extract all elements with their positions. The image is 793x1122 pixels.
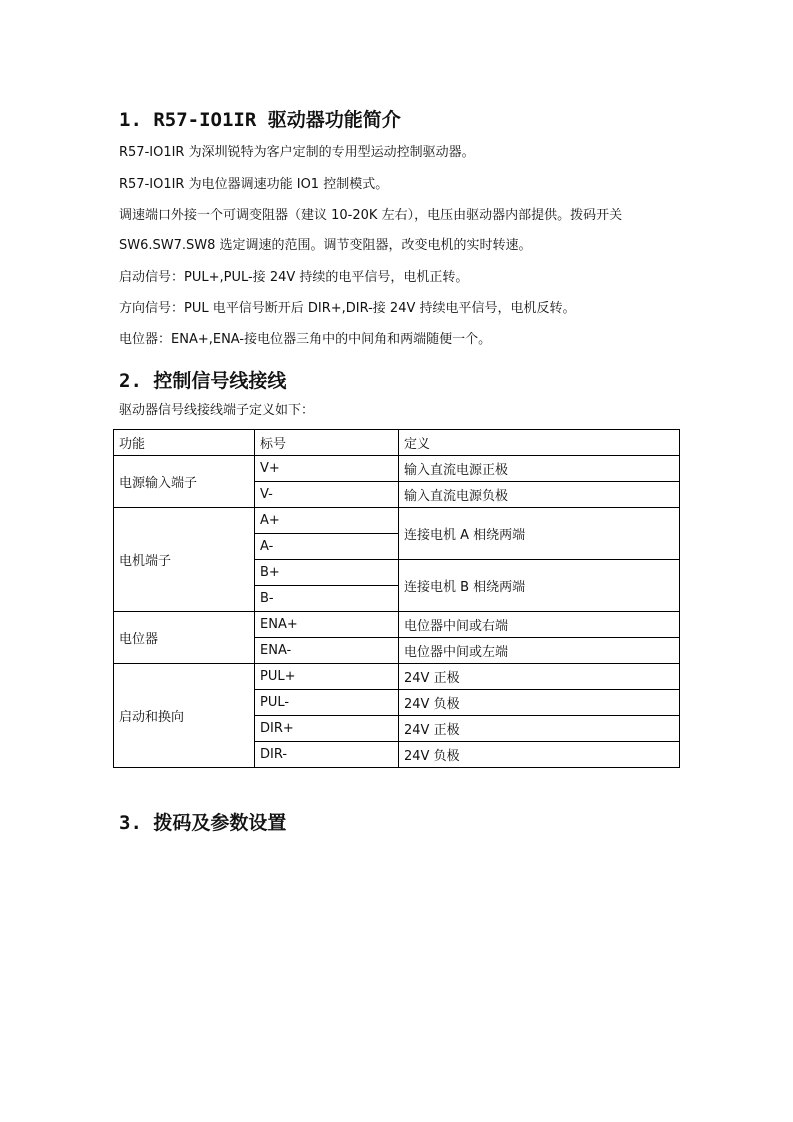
label-cell: PUL- bbox=[255, 690, 399, 716]
table-header-row bbox=[114, 430, 680, 456]
label-cell: A- bbox=[255, 534, 399, 560]
table-row bbox=[114, 456, 680, 482]
label-cell: PUL+ bbox=[255, 664, 399, 690]
table-row bbox=[114, 664, 680, 690]
table-intro: 驱动器信号线接线端子定义如下： bbox=[119, 403, 315, 418]
header-cell: 定义 bbox=[399, 430, 680, 456]
label-cell: ENA+ bbox=[255, 612, 399, 638]
function-cell: 启动和换向 bbox=[114, 664, 255, 768]
definition-cell: 输入直流电源正极 bbox=[399, 456, 680, 482]
definition-cell: 输入直流电源负极 bbox=[399, 482, 680, 508]
section-3-heading: 3. 拨码及参数设置 bbox=[119, 812, 287, 834]
paragraph: 电位器：ENA+,ENA-接电位器三角中的中间角和两端随便一个。 bbox=[119, 332, 492, 347]
definition-cell: 24V 正极 bbox=[399, 664, 680, 690]
label-cell: B+ bbox=[255, 560, 399, 586]
paragraph: 调速端口外接一个可调变阻器（建议 10-20K 左右），电压由驱动器内部提供。拨码开关 bbox=[119, 208, 623, 223]
label-cell: ENA- bbox=[255, 638, 399, 664]
definition-cell: 连接电机 B 相绕两端 bbox=[399, 560, 680, 612]
function-cell: 电源输入端子 bbox=[114, 456, 255, 508]
paragraph: 方向信号：PUL 电平信号断开后 DIR+,DIR-接 24V 持续电平信号，电机反转。 bbox=[119, 301, 576, 316]
paragraph: R57-IO1IR 为电位器调速功能 IO1 控制模式。 bbox=[119, 177, 389, 192]
label-cell: V- bbox=[255, 482, 399, 508]
definition-cell: 电位器中间或左端 bbox=[399, 638, 680, 664]
table-row bbox=[114, 508, 680, 534]
table-row bbox=[114, 612, 680, 638]
definition-cell: 24V 负极 bbox=[399, 690, 680, 716]
paragraph: R57-IO1IR 为深圳锐特为客户定制的专用型运动控制驱动器。 bbox=[119, 145, 475, 160]
section-2-heading: 2. 控制信号线接线 bbox=[119, 370, 287, 392]
paragraph: 启动信号：PUL+,PUL-接 24V 持续的电平信号，电机正转。 bbox=[119, 270, 469, 285]
definition-cell: 连接电机 A 相绕两端 bbox=[399, 508, 680, 560]
label-cell: DIR- bbox=[255, 742, 399, 768]
header-cell: 标号 bbox=[255, 430, 399, 456]
header-cell: 功能 bbox=[114, 430, 255, 456]
label-cell: V+ bbox=[255, 456, 399, 482]
terminal-table bbox=[113, 429, 680, 768]
definition-cell: 电位器中间或右端 bbox=[399, 612, 680, 638]
label-cell: DIR+ bbox=[255, 716, 399, 742]
label-cell: B- bbox=[255, 586, 399, 612]
function-cell: 电位器 bbox=[114, 612, 255, 664]
definition-cell: 24V 负极 bbox=[399, 742, 680, 768]
paragraph: SW6.SW7.SW8 选定调速的范围。调节变阻器，改变电机的实时转速。 bbox=[119, 238, 532, 253]
definition-cell: 24V 正极 bbox=[399, 716, 680, 742]
section-1-heading: 1. R57-IO1IR 驱动器功能简介 bbox=[119, 109, 401, 131]
label-cell: A+ bbox=[255, 508, 399, 534]
function-cell: 电机端子 bbox=[114, 508, 255, 612]
